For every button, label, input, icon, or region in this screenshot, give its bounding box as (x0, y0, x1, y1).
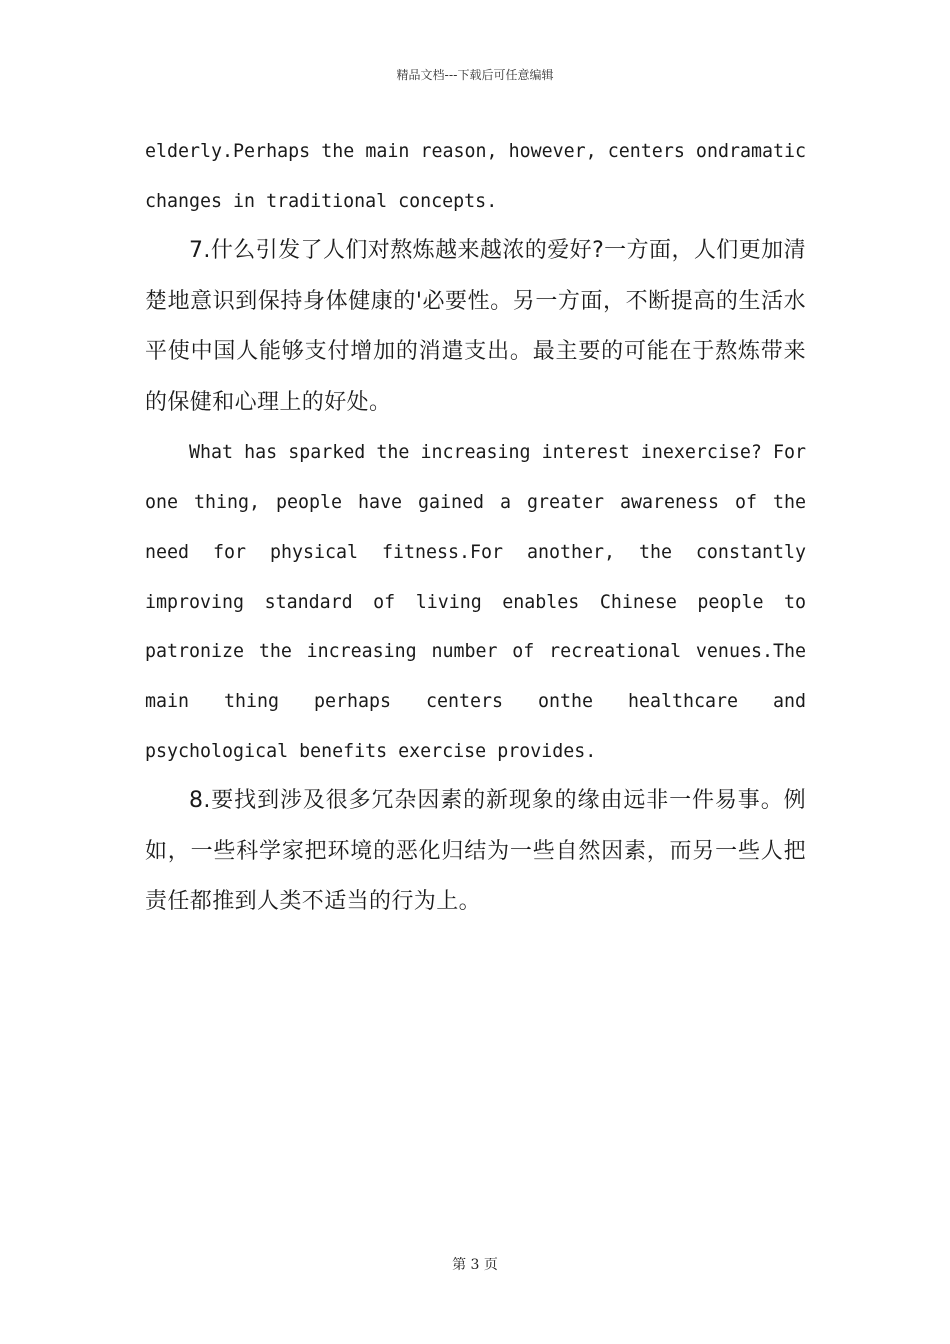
page-content (145, 127, 806, 928)
page-header: 精品文档---下载后可任意编辑 (396, 68, 554, 82)
paragraph-english-7: What has sparked the increasing interest inexercise? For one thing, people have gained a greater awareness of the need for physical fitness.For another, the constantly improving standard of living enables Chinese people to patronize the increasing number of recreational venues.The main thing perhaps centers onthe healthcare and psychological benefits exercise provides. (145, 442, 806, 762)
paragraph-english-continued: elderly.Perhaps the main reason, however, centers ondramatic changes in traditional concepts. (145, 141, 806, 212)
page-number: 第 3 页 (452, 1257, 498, 1273)
paragraph-chinese-7: 7.什么引发了人们对熬炼越来越浓的爱好?一方面，人们更加清楚地意识到保持身体健康的'必要性。另一方面，不断提高的生活水平使中国人能够支付增加的消遣支出。最主要的可能在于熬炼带来的保健和心理上的好处。 (145, 238, 806, 415)
paragraph-chinese-8: 8.要找到涉及很多冗杂因素的新现象的缘由远非一件易事。例如，一些科学家把环境的恶化归结为一些自然因素，而另一些人把责任都推到人类不适当的行为上。 (145, 788, 806, 915)
